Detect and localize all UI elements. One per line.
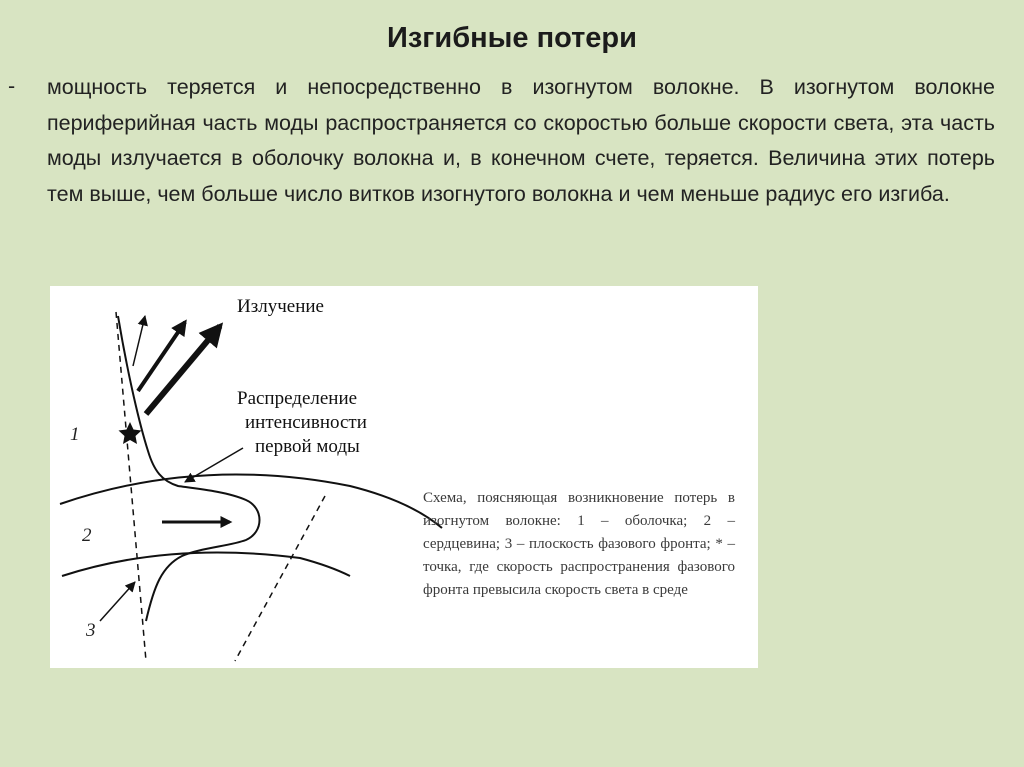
label-num-3: 3 [86,620,96,641]
phase-front-line-right [235,496,325,661]
label-radiation: Излучение [237,296,324,317]
phase-front-pointer [100,582,135,621]
label-num-1: 1 [70,424,80,445]
slide-title: Изгибные потери [387,22,637,54]
bullet-marker: - [8,74,16,98]
distribution-pointer [185,448,243,482]
label-distribution-line2: интенсивности [245,412,367,433]
cladding-outer-boundary [60,474,442,528]
bending-loss-diagram [50,286,758,668]
radiation-arrow-thick [146,326,220,414]
bending-loss-figure [50,286,758,668]
label-num-2: 2 [82,525,92,546]
radiation-arrow-thin [133,316,145,366]
label-distribution-line3: первой моды [255,436,360,457]
core-inner-boundary [62,552,350,576]
star-icon [119,422,142,444]
bullet-text: мощность теряется и непосредственно в изогнутом волокне. В изогнутом волокне периферийная часть моды распространяется со скоростью больше скорости света, эта часть моды излучается в оболочку волокна и, в конечном счете, теряется. Величина этих потерь тем выше, чем больше число витков изогнутого волокна и чем меньше радиус его изгиба. [47,75,995,206]
figure-caption: Схема, поясняющая возникновение потерь в изогнутом волокне: 1 – оболочка; 2 – сердцевина; 3 – плоскость фазового фронта; * – точка, где скорость распространения фазового фронта превысила скорость света в среде [423,490,735,598]
label-distribution-line1: Распределение [237,388,358,409]
